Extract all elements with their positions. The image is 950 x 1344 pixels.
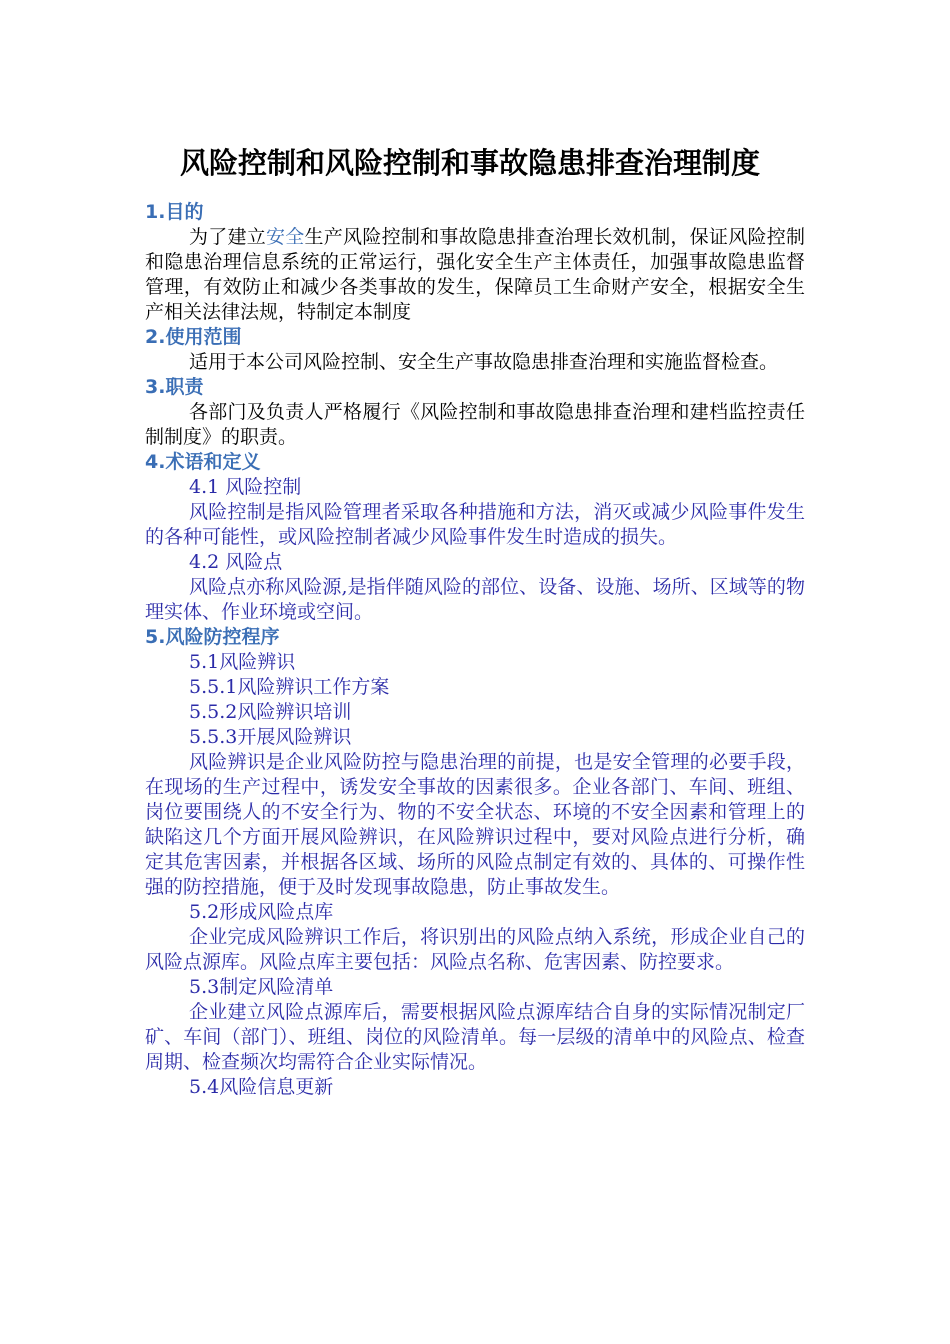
section-heading-terms: 4.术语和定义 — [145, 451, 261, 473]
subheading-identification-plan: 5.5.1风险辨识工作方案 — [189, 676, 390, 698]
document-page — [145, 138, 805, 1100]
section-heading-scope: 2.使用范围 — [145, 326, 242, 348]
scope-paragraph: 适用于本公司风险控制、安全生产事故隐患排查治理和实施监督检查。 — [189, 351, 779, 373]
section-heading-purpose: 1.目的 — [145, 201, 204, 223]
subheading-risk-point-library: 5.2形成风险点库 — [189, 901, 334, 923]
subheading-risk-control: 4.1 风险控制 — [189, 476, 302, 498]
safety-link[interactable]: 安全 — [266, 226, 305, 248]
identification-paragraph: 风险辨识是企业风险防控与隐患治理的前提，也是安全管理的必要手段，在现场的生产过程中，诱发安全事故的因素很多。企业各部门、车间、班组、岗位要围绕人的不安全行为、物的不安全状态、环境的不安全因素和管理上的缺陷这几个方面开展风险辨识，在风险辨识过程中，要对风险点进行分析，确定其危害因素，并根据各区域、场所的风险点制定有效的、具体的、可操作性强的防控措施，便于及时发现事故隐患，防止事故发生。 — [145, 751, 805, 898]
purpose-paragraph — [145, 225, 805, 325]
purpose-text-b: 生产风险控制和事故隐患排查治理长效机制，保证风险控制和隐患治理信息系统的正常运行，强化安全生产主体责任，加强事故隐患监督管理，有效防止和减少各类事故的发生，保障员工生命财产安全，根据安全生产相关法律法规，特制定本制度 — [145, 226, 805, 323]
section-heading-procedure: 5.风险防控程序 — [145, 626, 280, 648]
subheading-risk-list: 5.3制定风险清单 — [189, 976, 334, 998]
risk-point-paragraph: 风险点亦称风险源,是指伴随风险的部位、设备、设施、场所、区域等的物理实体、作业环境或空间。 — [145, 576, 805, 623]
duties-paragraph: 各部门及负责人严格履行《风险控制和事故隐患排查治理和建档监控责任制制度》的职责。 — [145, 401, 805, 448]
subheading-risk-info-update: 5.4风险信息更新 — [189, 1076, 334, 1098]
subheading-identification-training: 5.5.2风险辨识培训 — [189, 701, 352, 723]
subheading-carry-out-identification: 5.5.3开展风险辨识 — [189, 726, 352, 748]
document-title: 风险控制和风险控制和事故隐患排查治理制度 — [179, 146, 760, 180]
section-heading-duties: 3.职责 — [145, 376, 204, 398]
subheading-risk-point: 4.2 风险点 — [189, 551, 283, 573]
risk-list-paragraph: 企业建立风险点源库后，需要根据风险点源库结合自身的实际情况制定厂矿、车间（部门）、班组、岗位的风险清单。每一层级的清单中的风险点、检查周期、检查频次均需符合企业实际情况。 — [145, 1001, 805, 1073]
risk-control-paragraph: 风险控制是指风险管理者采取各种措施和方法，消灭或减少风险事件发生的各种可能性，或风险控制者减少风险事件发生时造成的损失。 — [145, 501, 805, 548]
subheading-risk-identification: 5.1风险辨识 — [189, 651, 296, 673]
purpose-text-a: 为了建立 — [189, 226, 267, 248]
risk-point-library-paragraph: 企业完成风险辨识工作后，将识别出的风险点纳入系统，形成企业自己的风险点源库。风险点库主要包括：风险点名称、危害因素、防控要求。 — [145, 926, 805, 973]
